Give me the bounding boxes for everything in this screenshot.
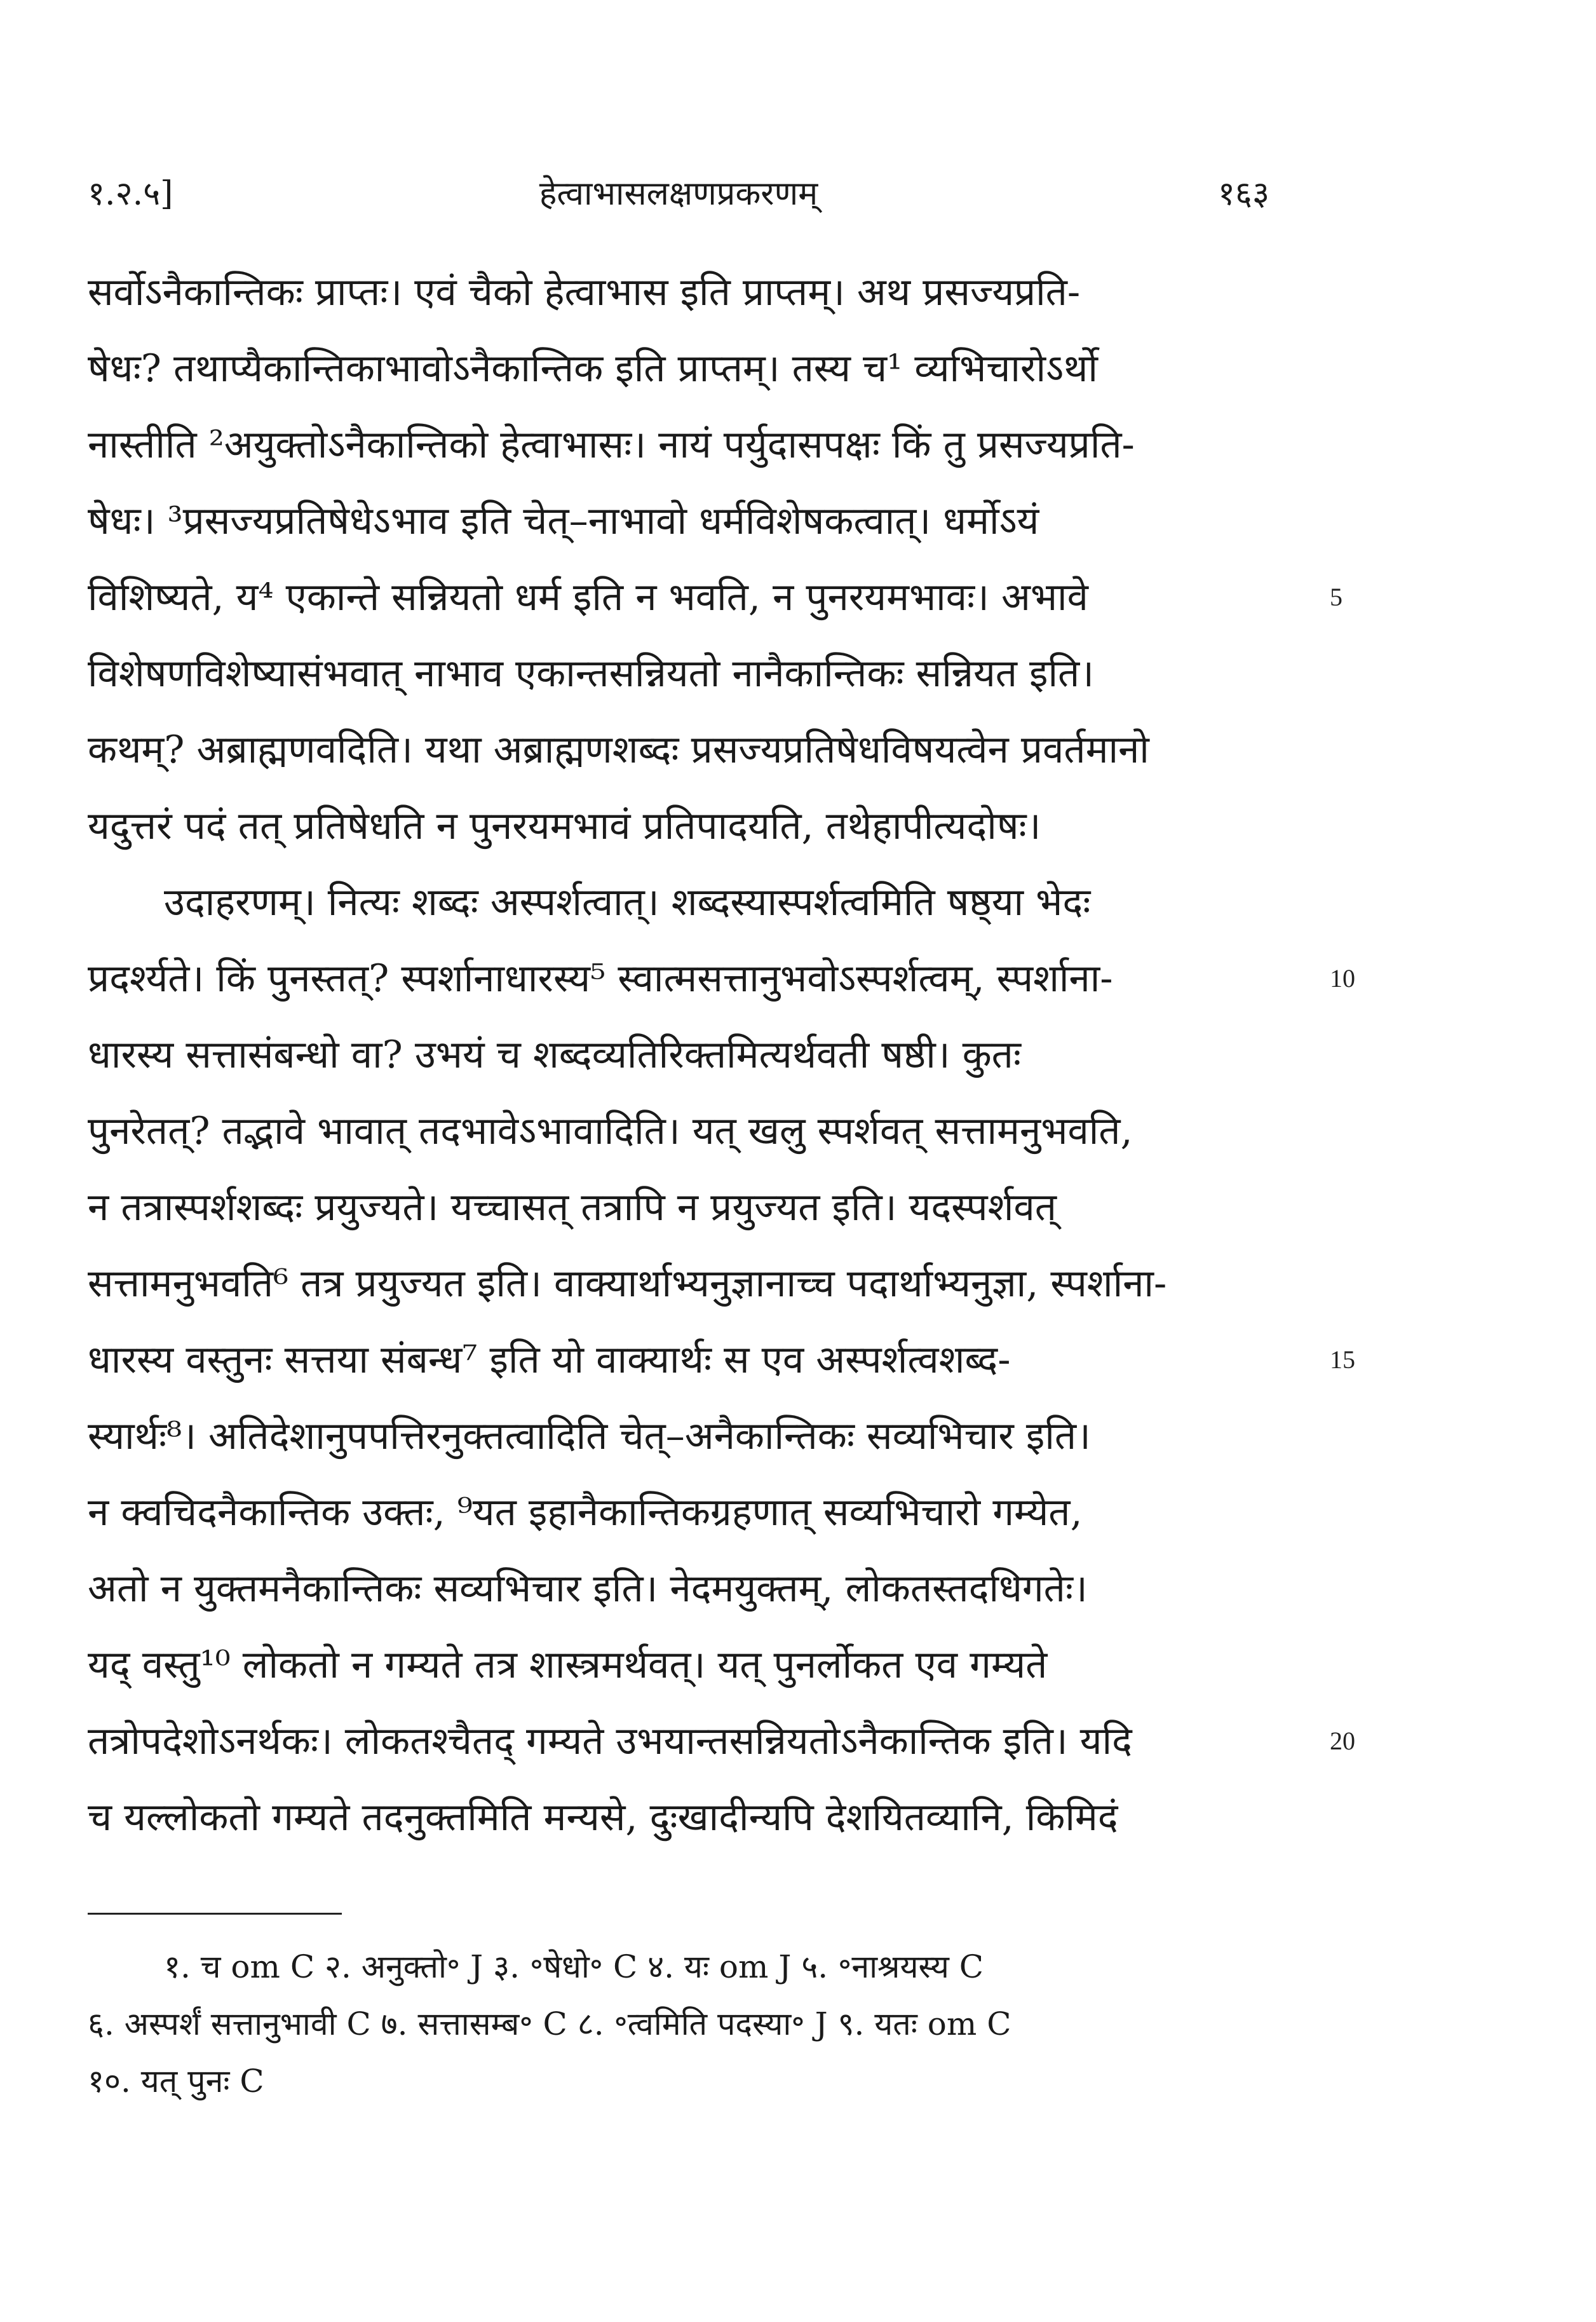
footnote-line: ६. अस्पर्शं सत्तानुभावी C ७. सत्तासम्ब॰ C ८. ॰त्वमिति पदस्या॰ J ९. यतः om C: [88, 2006, 1011, 2042]
text-line-content: सर्वोऽनैकान्तिकः प्राप्तः। एवं चैको हेत्वाभास इति प्राप्तम्। अथ प्रसज्यप्रति-: [88, 270, 1081, 315]
text-line-content: अतो न युक्तमनैकान्तिकः सव्यभिचार इति। नेदमयुक्तम्, लोकतस्तदधिगतेः।: [88, 1566, 1088, 1611]
text-line: [88, 788, 1276, 864]
text-line: [88, 483, 1276, 559]
text-line: [88, 940, 1355, 1017]
footnote-line: १०. यत् पुनः C: [88, 2063, 264, 2100]
text-line-content: पुनरेतत्? तद्भावे भावात् तदभावेऽभावादिति। यत् खलु स्पर्शवत् सत्तामनुभवति,: [88, 1109, 1133, 1153]
text-line: [88, 407, 1276, 483]
footnotes: [88, 1938, 1276, 2110]
chapter-title: हेत्वाभासलक्षणप्रकरणम्: [539, 175, 818, 213]
text-line-content: यद् वस्तु¹⁰ लोकतो न गम्यते तत्र शास्त्रमर्थवत्। यत् पुनर्लोकत एव गम्यते: [88, 1643, 1048, 1687]
text-line: [88, 1398, 1276, 1474]
text-line: [88, 1551, 1276, 1627]
section-number: १.२.५]: [88, 175, 173, 213]
text-line: [88, 254, 1276, 330]
text-line: [88, 635, 1276, 712]
text-line: [88, 1169, 1276, 1246]
text-line: [88, 1474, 1276, 1551]
footnote-line: १. च om C २. अनुक्तो॰ J ३. ॰षेधो॰ C ४. यः om J ५. ॰नाश्रयस्य C: [164, 1948, 984, 1985]
running-header: [88, 168, 1269, 219]
text-line-content: सत्तामनुभवति⁶ तत्र प्रयुज्यत इति। वाक्यार्थाभ्यनुज्ञानाच्च पदार्थाभ्यनुज्ञा, स्पर्शाना-: [88, 1261, 1167, 1306]
line-number: 5: [1330, 583, 1342, 611]
text-line-content: धारस्य सत्तासंबन्धो वा? उभयं च शब्दव्यतिरिक्तमित्यर्थवती षष्ठी। कुतः: [88, 1033, 1021, 1077]
text-line: [88, 712, 1276, 788]
text-line: [88, 1779, 1276, 1856]
text-line-content: प्रदर्श्यते। किं पुनस्तत्? स्पर्शानाधारस्य⁵ स्वात्मसत्तानुभवोऽस्पर्शत्वम्, स्पर्शाना-: [88, 956, 1113, 1001]
text-line-content: च यल्लोकतो गम्यते तदनुक्तमिति मन्यसे, दुःखादीन्यपि देशयितव्यानि, किमिदं: [88, 1795, 1118, 1840]
text-line-content: उदाहरणम्। नित्यः शब्दः अस्पर्शत्वात्। शब्दस्यास्पर्शत्वमिति षष्ठ्या भेदः: [164, 880, 1091, 925]
text-line-content: विशिष्यते, य⁴ एकान्ते सन्नियतो धर्म इति न भवति, न पुनरयमभावः। अभावे: [88, 575, 1088, 620]
text-line: [88, 1093, 1276, 1169]
text-line: [88, 1246, 1276, 1322]
text-line: [88, 330, 1276, 407]
text-line-content: न तत्रास्पर्शशब्दः प्रयुज्यते। यच्चासत् तत्रापि न प्रयुज्यत इति। यदस्पर्शवत्: [88, 1185, 1057, 1230]
text-line-content: यदुत्तरं पदं तत् प्रतिषेधति न पुनरयमभावं प्रतिपादयति, तथेहापीत्यदोषः।: [88, 804, 1041, 848]
text-line-content: तत्रोपदेशोऽनर्थकः। लोकतश्चैतद् गम्यते उभयान्तसन्नियतोऽनैकान्तिक इति। यदि: [88, 1719, 1132, 1763]
footnote-divider: [88, 1913, 342, 1915]
text-line-content: विशेषणविशेष्यासंभवात् नाभाव एकान्तसन्नियतो नानैकान्तिकः सन्नियत इति।: [88, 651, 1094, 696]
text-line: [88, 864, 1276, 940]
text-line-content: नास्तीति ²अयुक्तोऽनैकान्तिको हेत्वाभासः। नायं पर्युदासपक्षः किं तु प्रसज्यप्रति-: [88, 423, 1135, 467]
text-line-content: स्यार्थः⁸। अतिदेशानुपपत्तिरनुक्तत्वादिति चेत्–अनैकान्तिकः सव्यभिचार इति।: [88, 1414, 1091, 1458]
text-line: [88, 1703, 1355, 1779]
line-number: 20: [1330, 1727, 1355, 1755]
line-number: 15: [1330, 1345, 1355, 1374]
text-line-content: षेधः? तथाप्यैकान्तिकाभावोऽनैकान्तिक इति प्राप्तम्। तस्य च¹ व्यभिचारोऽर्थो: [88, 346, 1098, 391]
text-line: [88, 559, 1342, 635]
text-line: [88, 1017, 1276, 1093]
main-text: [88, 254, 1355, 1856]
text-line-content: धारस्य वस्तुनः सत्तया संबन्ध⁷ इति यो वाक्यार्थः स एव अस्पर्शत्वशब्द-: [88, 1338, 1011, 1382]
text-line: [88, 1322, 1355, 1398]
text-line: [88, 1627, 1276, 1703]
text-line-content: कथम्? अब्राह्मणवदिति। यथा अब्राह्मणशब्दः प्रसज्यप्रतिषेधविषयत्वेन प्रवर्तमानो: [88, 728, 1149, 772]
text-line-content: न क्वचिदनैकान्तिक उक्तः, ⁹यत इहानैकान्तिकग्रहणात् सव्यभिचारो गम्येत,: [88, 1490, 1083, 1535]
line-number: 10: [1330, 964, 1355, 993]
page-number: १६३: [1217, 175, 1269, 213]
text-line-content: षेधः। ³प्रसज्यप्रतिषेधेऽभाव इति चेत्–नाभावो धर्मविशेषकत्वात्। धर्मोऽयं: [88, 499, 1039, 543]
